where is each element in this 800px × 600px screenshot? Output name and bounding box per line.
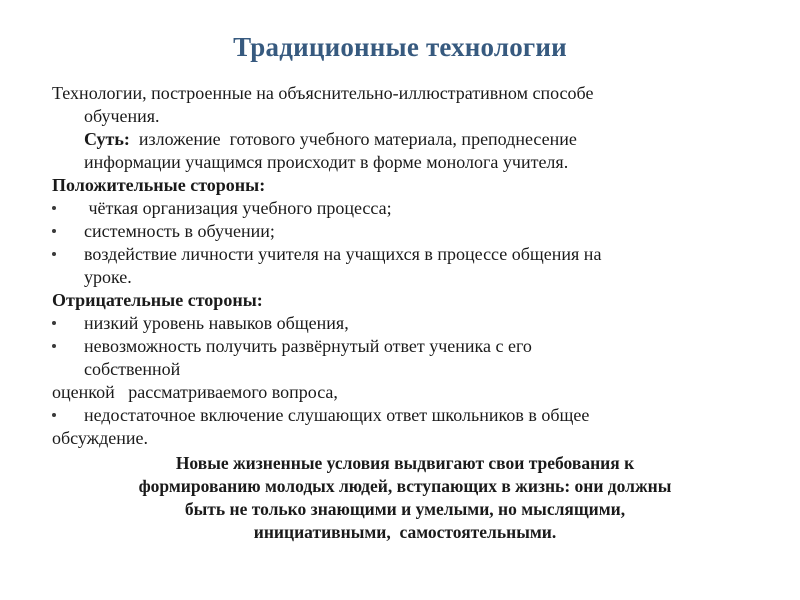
negative-item-2 <box>52 335 752 358</box>
negative-item-1 <box>52 312 752 335</box>
slide-body <box>52 82 752 450</box>
conclusion-line-2: формированию молодых людей, вступающих в жизнь: они должны <box>138 476 672 496</box>
essence-line-2: информации учащимся происходит в форме монолога учителя. <box>84 152 569 172</box>
conclusion-line-1: Новые жизненные условия выдвигают свои требования к <box>175 453 635 473</box>
positive-item-3-text: воздействие личности учителя на учащихся в процессе общения на <box>84 244 602 264</box>
negative-item-3-text: недостаточное включение слушающих ответ школьников в общее <box>84 405 590 425</box>
positive-item-1-text: чёткая организация учебного процесса; <box>84 198 392 218</box>
negative-item-2-cont-2: оценкой рассматриваемого вопроса, <box>52 382 338 402</box>
negative-item-2-cont: собственной <box>84 359 181 379</box>
essence-text-1: изложение готового учебного материала, преподнесение <box>129 129 577 149</box>
bullet-icon <box>52 206 56 210</box>
positive-heading: Положительные стороны: <box>52 175 266 195</box>
positive-item-1 <box>52 197 752 220</box>
negative-item-1-text: низкий уровень навыков общения, <box>84 313 349 333</box>
bullet-icon <box>52 252 56 256</box>
slide-title: Традиционные технологии <box>233 32 567 62</box>
intro-line-2: обучения. <box>84 106 160 126</box>
negative-item-2-text: невозможность получить развёрнутый ответ ученика с его <box>84 336 532 356</box>
bullet-icon <box>52 321 56 325</box>
positive-item-3 <box>52 243 752 266</box>
conclusion-line-3: быть не только знающими и умелыми, но мыслящими, <box>184 499 626 519</box>
conclusion-line-4: инициативными, самостоятельными. <box>253 522 557 542</box>
bullet-icon <box>52 413 56 417</box>
bullet-icon <box>52 229 56 233</box>
positive-item-2-text: системность в обучении; <box>84 221 275 241</box>
essence-line-1 <box>52 128 752 151</box>
bullet-icon <box>52 344 56 348</box>
negative-heading: Отрицательные стороны: <box>52 290 263 310</box>
positive-item-2 <box>52 220 752 243</box>
negative-item-3 <box>52 404 752 427</box>
conclusion <box>60 452 750 544</box>
negative-item-3-cont: обсуждение. <box>52 428 149 448</box>
positive-item-3-cont: уроке. <box>84 267 132 287</box>
intro-line-1: Технологии, построенные на объяснительно-иллюстративном способе <box>52 83 594 103</box>
essence-label: Суть: <box>84 129 130 149</box>
